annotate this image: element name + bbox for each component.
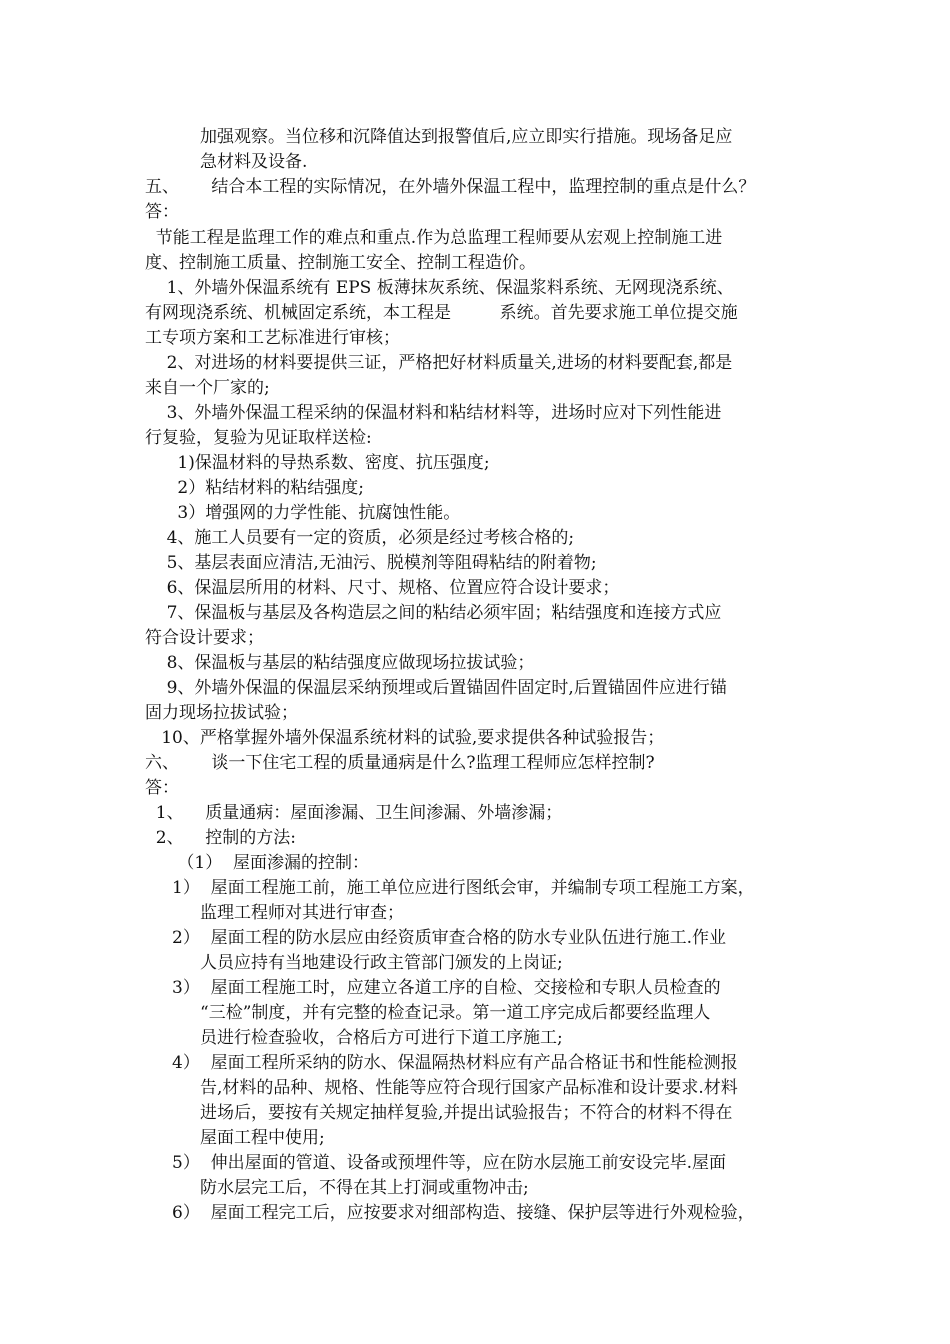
text-line: 7、保温板与基层及各构造层之间的粘结必须牢固；粘结强度和连接方式应 — [145, 603, 722, 623]
text-line: 进场后，要按有关规定抽样复验,并提出试验报告；不符合的材料不得在 — [200, 1103, 733, 1123]
text-line: 加强观察。当位移和沉降值达到报警值后,应立即实行措施。现场备足应 — [200, 127, 733, 147]
text-line: 监理工程师对其进行审查； — [200, 903, 404, 923]
text-line: 5、基层表面应清洁,无油污、脱模剂等阻碍粘结的附着物; — [145, 553, 597, 573]
text-line: 人员应持有当地建设行政主管部门颁发的上岗证; — [200, 953, 563, 973]
section-heading: 五、 结合本工程的实际情况，在外墙外保温工程中，监理控制的重点是什么？ — [145, 177, 756, 197]
text-line: “三检”制度，并有完整的检查记录。第一道工序完成后都要经监理人 — [200, 1003, 711, 1023]
list-item: 2） 屋面工程的防水层应由经资质审查合格的防水专业队伍进行施工.作业 — [172, 928, 727, 948]
answer-label: 答： — [145, 778, 179, 798]
text-line: 工专项方案和工艺标准进行审核； — [145, 328, 400, 348]
list-item: 6） 屋面工程完工后，应按要求对细部构造、接缝、保护层等进行外观检验， — [172, 1203, 755, 1223]
text-line: 10、严格掌握外墙外保温系统材料的试验,要求提供各种试验报告； — [145, 728, 665, 748]
text-line: 2）粘结材料的粘结强度; — [145, 478, 364, 498]
text-line: 2、 控制的方法: — [145, 828, 296, 848]
text-line: 3）增强网的力学性能、抗腐蚀性能。 — [145, 503, 461, 523]
text-line: 告,材料的品种、规格、性能等应符合现行国家产品标准和设计要求.材料 — [200, 1078, 738, 1098]
text-line: 度、控制施工质量、控制施工安全、控制工程造价。 — [145, 253, 536, 273]
text-line: 1、外墙外保温系统有 EPS 板薄抹灰系统、保温浆料系统、无网现浇系统、 — [145, 278, 734, 298]
answer-label: 答： — [145, 202, 179, 222]
text-line: 行复验，复验为见证取样送检: — [145, 428, 372, 448]
text-line: 4、施工人员要有一定的资质，必须是经过考核合格的; — [145, 528, 575, 548]
text-line: 1、 质量通病：屋面渗漏、卫生间渗漏、外墙渗漏； — [145, 803, 563, 823]
text-line: 9、外墙外保温的保温层采纳预埋或后置锚固件固定时,后置锚固件应进行锚 — [145, 678, 727, 698]
text-line: 员进行检查验收，合格后方可进行下道工序施工; — [200, 1028, 563, 1048]
text-line: 急材料及设备. — [200, 152, 308, 172]
text-line: 固力现场拉拔试验； — [145, 703, 298, 723]
text-line: 2、对进场的材料要提供三证，严格把好材料质量关,进场的材料要配套,都是 — [145, 353, 733, 373]
text-line: 屋面工程中使用; — [200, 1128, 325, 1148]
list-item: 1） 屋面工程施工前，施工单位应进行图纸会审，并编制专项工程施工方案， — [172, 878, 755, 898]
text-line: （1） 屋面渗漏的控制： — [145, 853, 370, 873]
section-heading: 六、 谈一下住宅工程的质量通病是什么?监理工程师应怎样控制? — [145, 753, 655, 773]
list-item: 5） 伸出屋面的管道、设备或预埋件等，应在防水层施工前安设完毕.屋面 — [172, 1153, 727, 1173]
text-line: 有网现浇系统、机械固定系统，本工程是 系统。首先要求施工单位提交施 — [145, 303, 738, 323]
text-line: 节能工程是监理工作的难点和重点.作为总监理工程师要从宏观上控制施工进 — [145, 228, 723, 248]
list-item: 4） 屋面工程所采纳的防水、保温隔热材料应有产品合格证书和性能检测报 — [172, 1053, 738, 1073]
text-line: 1)保温材料的导热系数、密度、抗压强度; — [145, 453, 490, 473]
text-line: 来自一个厂家的; — [145, 378, 270, 398]
text-line: 8、保温板与基层的粘结强度应做现场拉拔试验； — [145, 653, 535, 673]
text-line: 符合设计要求； — [145, 628, 264, 648]
text-line: 3、外墙外保温工程采纳的保温材料和粘结材料等，进场时应对下列性能进 — [145, 403, 722, 423]
text-line: 6、保温层所用的材料、尺寸、规格、位置应符合设计要求； — [145, 578, 620, 598]
text-line: 防水层完工后，不得在其上打洞或重物冲击; — [200, 1178, 529, 1198]
list-item: 3） 屋面工程施工时，应建立各道工序的自检、交接检和专职人员检查的 — [172, 978, 721, 998]
